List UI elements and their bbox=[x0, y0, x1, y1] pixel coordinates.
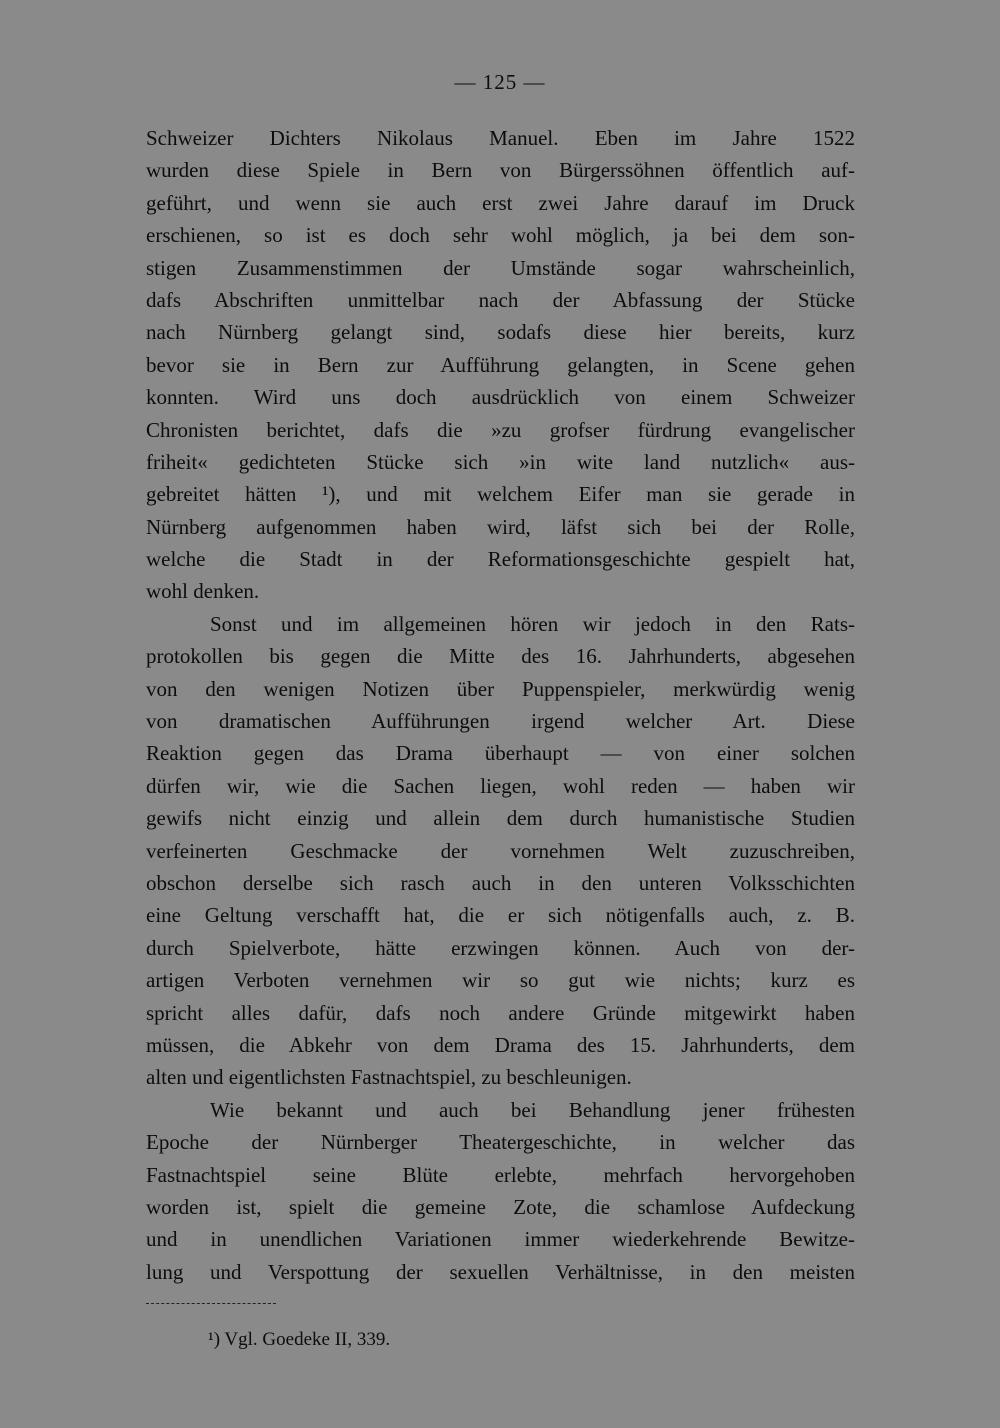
text-line: gebreitet hätten ¹), und mit welchem Eifer man sie gerade in bbox=[146, 482, 855, 507]
text-line: Reaktion gegen das Drama überhaupt — von einer solchen bbox=[146, 741, 855, 766]
text-line: welche die Stadt in der Reformationsgeschichte gespielt hat, bbox=[146, 547, 855, 572]
text-line: bevor sie in Bern zur Aufführung gelangten, in Scene gehen bbox=[146, 352, 855, 377]
text-line: müssen, die Abkehr von dem Drama des 15. Jahrhunderts, dem bbox=[146, 1032, 855, 1057]
paragraph-start-line: Sonst und im allgemeinen hören wir jedoch in den Rats- bbox=[210, 611, 855, 636]
text-line: erschienen, so ist es doch sehr wohl möglich, ja bei dem son- bbox=[146, 223, 855, 248]
text-line: eine Geltung verschafft hat, die er sich nötigenfalls auch, z. B. bbox=[146, 903, 855, 928]
text-line: Nürnberg aufgenommen haben wird, läfst sich bei der Rolle, bbox=[146, 514, 855, 539]
text-line: durch Spielverbote, hätte erzwingen können. Auch von der- bbox=[146, 935, 855, 960]
page-number: — 125 — bbox=[454, 70, 546, 94]
footnote: ¹) Vgl. Goedeke II, 339. bbox=[208, 1329, 391, 1350]
text-line: gewifs nicht einzig und allein dem durch humanistische Studien bbox=[146, 806, 855, 831]
text-line: stigen Zusammenstimmen der Umstände sogar wahrscheinlich, bbox=[146, 255, 855, 280]
text-line: konnten. Wird uns doch ausdrücklich von einem Schweizer bbox=[146, 385, 855, 410]
text-line: lung und Verspottung der sexuellen Verhältnisse, in den meisten bbox=[146, 1259, 855, 1284]
text-line: von den wenigen Notizen über Puppenspieler, merkwürdig wenig bbox=[146, 676, 855, 701]
paragraph-start-line: Wie bekannt und auch bei Behandlung jener frühesten bbox=[210, 1097, 855, 1122]
body-text bbox=[146, 122, 855, 1288]
text-line: artigen Verboten vernehmen wir so gut wie nichts; kurz es bbox=[146, 968, 855, 993]
text-line: und in unendlichen Variationen immer wiederkehrende Bewitze- bbox=[146, 1227, 855, 1252]
text-line: friheit« gedichteten Stücke sich »in wite land nutzlich« aus- bbox=[146, 449, 855, 474]
text-line: verfeinerten Geschmacke der vornehmen Welt zuzuschreiben, bbox=[146, 838, 855, 863]
text-line: nach Nürnberg gelangt sind, sodafs diese hier bereits, kurz bbox=[146, 320, 855, 345]
text-line: geführt, und wenn sie auch erst zwei Jahre darauf im Druck bbox=[146, 190, 855, 215]
text-line: wohl denken. bbox=[146, 579, 260, 604]
text-line: Chronisten berichtet, dafs die »zu grofser fürdrung evangelischer bbox=[146, 417, 855, 442]
footnote-rule bbox=[146, 1303, 276, 1304]
text-line: Schweizer Dichters Nikolaus Manuel. Eben im Jahre 1522 bbox=[146, 126, 855, 150]
text-line: alten und eigentlichsten Fastnachtspiel, zu beschleunigen. bbox=[146, 1065, 632, 1090]
text-line: dürfen wir, wie die Sachen liegen, wohl reden — haben wir bbox=[146, 773, 855, 798]
text-line: spricht alles dafür, dafs noch andere Gründe mitgewirkt haben bbox=[146, 1000, 855, 1025]
text-line: dafs Abschriften unmittelbar nach der Abfassung der Stücke bbox=[146, 287, 855, 312]
text-line: Epoche der Nürnberger Theatergeschichte, in welcher das bbox=[146, 1130, 855, 1155]
text-line: wurden diese Spiele in Bern von Bürgerssöhnen öffentlich auf- bbox=[146, 158, 855, 183]
text-line: von dramatischen Aufführungen irgend welcher Art. Diese bbox=[146, 709, 855, 734]
text-line: protokollen bis gegen die Mitte des 16. Jahrhunderts, abgesehen bbox=[146, 644, 855, 669]
text-line: obschon derselbe sich rasch auch in den unteren Volksschichten bbox=[146, 870, 855, 895]
text-line: worden ist, spielt die gemeine Zote, die schamlose Aufdeckung bbox=[146, 1194, 855, 1219]
text-line: Fastnachtspiel seine Blüte erlebte, mehrfach hervorgehoben bbox=[146, 1162, 855, 1187]
